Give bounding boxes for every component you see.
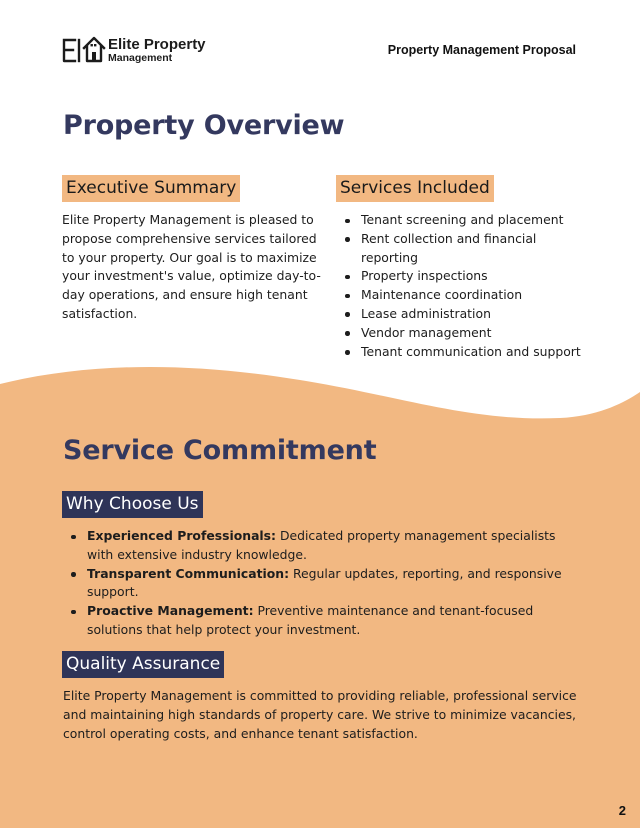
services-included-label: Services Included xyxy=(336,175,494,202)
item-text: Dedicated property management specialists with extensive industry knowledge. xyxy=(87,528,556,562)
page-number: 2 xyxy=(618,803,626,818)
list-item xyxy=(62,527,582,565)
executive-summary-text: Elite Property Management is pleased to propose comprehensive services tailored to your property. Our goal is to maximize your investment's value, optimize day-to-day operations, and ensure high tenant satisfaction. xyxy=(62,212,321,321)
why-choose-us-label: Why Choose Us xyxy=(62,491,203,518)
item-title: Experienced Professionals: xyxy=(87,528,277,543)
list-item xyxy=(62,565,582,603)
item-text: Preventive maintenance and tenant-focused solutions that help protect your investment. xyxy=(87,603,534,637)
document-title: Property Management Proposal xyxy=(387,43,576,57)
item-title: Proactive Management: xyxy=(87,603,254,619)
overview-heading: Property Overview xyxy=(63,110,345,141)
executive-summary-label: Executive Summary xyxy=(62,175,240,202)
logo-subtitle: Management xyxy=(108,51,173,64)
list-item: Rent collection and financial reporting xyxy=(336,230,586,268)
list-item: Vendor management xyxy=(336,324,586,343)
quality-assurance-text: Elite Property Management is committed to providing reliable, professional service and maintaining high standards of property care. We strive to minimize vacancies, control operating costs, and enhance tenant satisfaction. xyxy=(63,688,577,741)
commitment-heading: Service Commitment xyxy=(63,435,377,466)
logo-name: Elite Property xyxy=(108,35,206,53)
list-item xyxy=(62,602,582,640)
item-text: Regular updates, reporting, and responsive support. xyxy=(87,565,562,600)
why-choose-us-list xyxy=(62,527,582,640)
list-item: Property inspections xyxy=(336,267,586,286)
list-item: Tenant communication and support xyxy=(336,343,586,362)
list-item: Tenant screening and placement xyxy=(336,211,586,230)
list-item: Maintenance coordination xyxy=(336,286,586,305)
list-item: Lease administration xyxy=(336,305,586,324)
quality-assurance-label: Quality Assurance xyxy=(62,651,224,678)
services-list xyxy=(336,211,586,361)
house-logo-icon xyxy=(62,34,106,66)
company-logo xyxy=(62,34,206,66)
item-title: Transparent Communication: xyxy=(87,565,290,581)
